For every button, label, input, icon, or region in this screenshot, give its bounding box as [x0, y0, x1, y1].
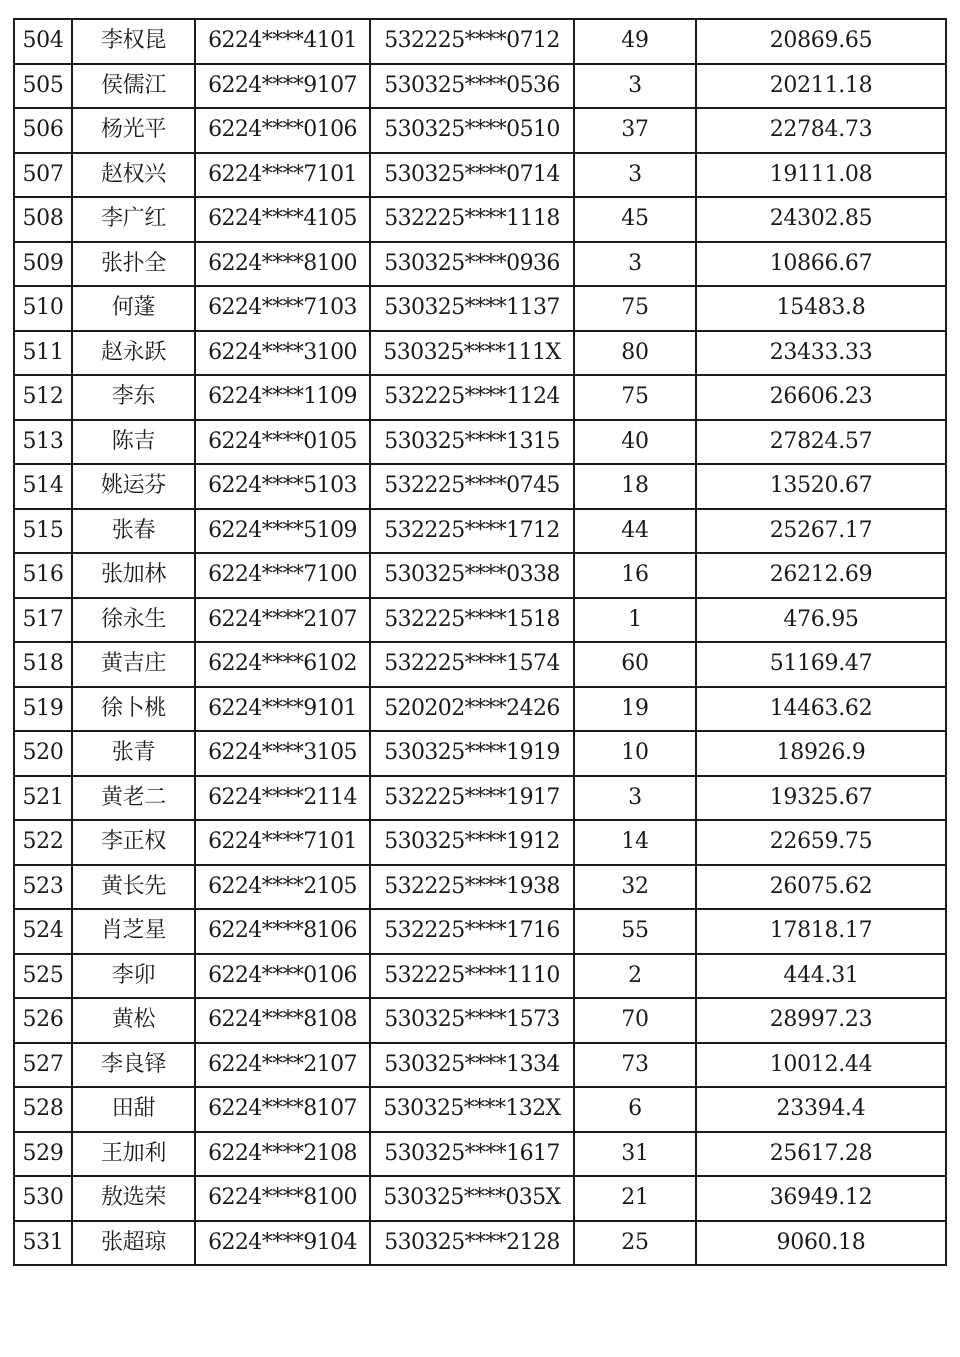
bank-card-cell: 6224****4101: [195, 19, 370, 64]
count-cell: 44: [574, 509, 696, 554]
row-number-cell: 521: [14, 776, 72, 821]
id-number-cell: 532225****1518: [370, 598, 574, 643]
table-row: [14, 731, 946, 776]
count-cell: 70: [574, 998, 696, 1043]
bank-card-cell: 6224****7103: [195, 286, 370, 331]
row-number-cell: 514: [14, 464, 72, 509]
bank-card-cell: 6224****9101: [195, 687, 370, 732]
table-row: [14, 64, 946, 109]
count-cell: 75: [574, 375, 696, 420]
row-number-cell: 525: [14, 954, 72, 999]
table-row: [14, 1221, 946, 1266]
bank-card-cell: 6224****2114: [195, 776, 370, 821]
amount-cell: 10866.67: [696, 242, 946, 287]
bank-card-cell: 6224****2108: [195, 1132, 370, 1177]
amount-cell: 36949.12: [696, 1176, 946, 1221]
id-number-cell: 530325****1573: [370, 998, 574, 1043]
count-cell: 3: [574, 153, 696, 198]
row-number-cell: 520: [14, 731, 72, 776]
id-number-cell: 532225****1938: [370, 865, 574, 910]
row-number-cell: 522: [14, 820, 72, 865]
name-cell: 张青: [72, 731, 195, 776]
name-cell: 徐卜桃: [72, 687, 195, 732]
count-cell: 31: [574, 1132, 696, 1177]
name-cell: 李良铎: [72, 1043, 195, 1088]
table-row: [14, 776, 946, 821]
name-cell: 张春: [72, 509, 195, 554]
bank-card-cell: 6224****7101: [195, 153, 370, 198]
count-cell: 73: [574, 1043, 696, 1088]
amount-cell: 26075.62: [696, 865, 946, 910]
row-number-cell: 505: [14, 64, 72, 109]
row-number-cell: 504: [14, 19, 72, 64]
table-row: [14, 509, 946, 554]
amount-cell: 23394.4: [696, 1087, 946, 1132]
row-number-cell: 507: [14, 153, 72, 198]
row-number-cell: 529: [14, 1132, 72, 1177]
name-cell: 王加利: [72, 1132, 195, 1177]
table-row: [14, 375, 946, 420]
amount-cell: 22784.73: [696, 108, 946, 153]
id-number-cell: 532225****1917: [370, 776, 574, 821]
bank-card-cell: 6224****0105: [195, 420, 370, 465]
row-number-cell: 506: [14, 108, 72, 153]
bank-card-cell: 6224****9107: [195, 64, 370, 109]
bank-card-cell: 6224****1109: [195, 375, 370, 420]
bank-card-cell: 6224****7101: [195, 820, 370, 865]
row-number-cell: 523: [14, 865, 72, 910]
name-cell: 黄吉庄: [72, 642, 195, 687]
name-cell: 敖选荣: [72, 1176, 195, 1221]
id-number-cell: 530325****1137: [370, 286, 574, 331]
amount-cell: 28997.23: [696, 998, 946, 1043]
id-number-cell: 530325****0714: [370, 153, 574, 198]
name-cell: 李正权: [72, 820, 195, 865]
id-number-cell: 530325****1334: [370, 1043, 574, 1088]
id-number-cell: 530325****1919: [370, 731, 574, 776]
id-number-cell: 532225****1118: [370, 197, 574, 242]
id-number-cell: 532225****1716: [370, 909, 574, 954]
id-number-cell: 532225****0712: [370, 19, 574, 64]
row-number-cell: 526: [14, 998, 72, 1043]
row-number-cell: 519: [14, 687, 72, 732]
amount-cell: 9060.18: [696, 1221, 946, 1266]
name-cell: 李卯: [72, 954, 195, 999]
count-cell: 25: [574, 1221, 696, 1266]
id-number-cell: 532225****1124: [370, 375, 574, 420]
name-cell: 黄长先: [72, 865, 195, 910]
table-row: [14, 1043, 946, 1088]
row-number-cell: 518: [14, 642, 72, 687]
row-number-cell: 515: [14, 509, 72, 554]
amount-cell: 18926.9: [696, 731, 946, 776]
name-cell: 杨光平: [72, 108, 195, 153]
amount-cell: 13520.67: [696, 464, 946, 509]
id-number-cell: 532225****1110: [370, 954, 574, 999]
row-number-cell: 517: [14, 598, 72, 643]
name-cell: 陈吉: [72, 420, 195, 465]
amount-cell: 476.95: [696, 598, 946, 643]
count-cell: 37: [574, 108, 696, 153]
table-row: [14, 865, 946, 910]
bank-card-cell: 6224****2107: [195, 598, 370, 643]
bank-card-cell: 6224****7100: [195, 553, 370, 598]
id-number-cell: 530325****2128: [370, 1221, 574, 1266]
bank-card-cell: 6224****3105: [195, 731, 370, 776]
row-number-cell: 524: [14, 909, 72, 954]
name-cell: 张超琼: [72, 1221, 195, 1266]
count-cell: 32: [574, 865, 696, 910]
bank-card-cell: 6224****8106: [195, 909, 370, 954]
amount-cell: 10012.44: [696, 1043, 946, 1088]
amount-cell: 51169.47: [696, 642, 946, 687]
count-cell: 19: [574, 687, 696, 732]
table-row: [14, 820, 946, 865]
name-cell: 黄老二: [72, 776, 195, 821]
table-row: [14, 642, 946, 687]
row-number-cell: 508: [14, 197, 72, 242]
count-cell: 80: [574, 331, 696, 376]
data-table: [13, 18, 947, 1266]
count-cell: 49: [574, 19, 696, 64]
id-number-cell: 520202****2426: [370, 687, 574, 732]
id-number-cell: 530325****0338: [370, 553, 574, 598]
table-row: [14, 108, 946, 153]
name-cell: 黄松: [72, 998, 195, 1043]
amount-cell: 20211.18: [696, 64, 946, 109]
bank-card-cell: 6224****8100: [195, 242, 370, 287]
count-cell: 1: [574, 598, 696, 643]
row-number-cell: 513: [14, 420, 72, 465]
bank-card-cell: 6224****9104: [195, 1221, 370, 1266]
name-cell: 张加林: [72, 553, 195, 598]
name-cell: 赵权兴: [72, 153, 195, 198]
bank-card-cell: 6224****3100: [195, 331, 370, 376]
table-body: [14, 19, 946, 1265]
table-row: [14, 598, 946, 643]
table-row: [14, 420, 946, 465]
count-cell: 45: [574, 197, 696, 242]
bank-card-cell: 6224****2107: [195, 1043, 370, 1088]
name-cell: 张扑全: [72, 242, 195, 287]
table-row: [14, 197, 946, 242]
name-cell: 赵永跃: [72, 331, 195, 376]
id-number-cell: 530325****0936: [370, 242, 574, 287]
table-row: [14, 153, 946, 198]
id-number-cell: 530325****0536: [370, 64, 574, 109]
name-cell: 李权昆: [72, 19, 195, 64]
row-number-cell: 516: [14, 553, 72, 598]
row-number-cell: 511: [14, 331, 72, 376]
amount-cell: 19325.67: [696, 776, 946, 821]
count-cell: 16: [574, 553, 696, 598]
table-row: [14, 687, 946, 732]
row-number-cell: 509: [14, 242, 72, 287]
amount-cell: 26212.69: [696, 553, 946, 598]
bank-card-cell: 6224****5109: [195, 509, 370, 554]
count-cell: 21: [574, 1176, 696, 1221]
amount-cell: 19111.08: [696, 153, 946, 198]
table-row: [14, 286, 946, 331]
count-cell: 14: [574, 820, 696, 865]
row-number-cell: 528: [14, 1087, 72, 1132]
table-row: [14, 553, 946, 598]
count-cell: 75: [574, 286, 696, 331]
bank-card-cell: 6224****8100: [195, 1176, 370, 1221]
table-row: [14, 1087, 946, 1132]
amount-cell: 17818.17: [696, 909, 946, 954]
row-number-cell: 531: [14, 1221, 72, 1266]
name-cell: 李东: [72, 375, 195, 420]
id-number-cell: 530325****1315: [370, 420, 574, 465]
count-cell: 40: [574, 420, 696, 465]
amount-cell: 15483.8: [696, 286, 946, 331]
amount-cell: 20869.65: [696, 19, 946, 64]
id-number-cell: 530325****132X: [370, 1087, 574, 1132]
count-cell: 60: [574, 642, 696, 687]
name-cell: 何蓬: [72, 286, 195, 331]
table-row: [14, 331, 946, 376]
amount-cell: 22659.75: [696, 820, 946, 865]
bank-card-cell: 6224****0106: [195, 108, 370, 153]
table-row: [14, 909, 946, 954]
table-row: [14, 464, 946, 509]
count-cell: 6: [574, 1087, 696, 1132]
row-number-cell: 510: [14, 286, 72, 331]
amount-cell: 25617.28: [696, 1132, 946, 1177]
name-cell: 田甜: [72, 1087, 195, 1132]
id-number-cell: 530325****1912: [370, 820, 574, 865]
id-number-cell: 532225****1712: [370, 509, 574, 554]
id-number-cell: 530325****111X: [370, 331, 574, 376]
name-cell: 肖芝星: [72, 909, 195, 954]
bank-card-cell: 6224****2105: [195, 865, 370, 910]
id-number-cell: 532225****0745: [370, 464, 574, 509]
id-number-cell: 530325****1617: [370, 1132, 574, 1177]
bank-card-cell: 6224****6102: [195, 642, 370, 687]
table-row: [14, 1176, 946, 1221]
table-row: [14, 954, 946, 999]
amount-cell: 25267.17: [696, 509, 946, 554]
table-row: [14, 19, 946, 64]
row-number-cell: 527: [14, 1043, 72, 1088]
amount-cell: 23433.33: [696, 331, 946, 376]
count-cell: 2: [574, 954, 696, 999]
count-cell: 3: [574, 242, 696, 287]
id-number-cell: 530325****035X: [370, 1176, 574, 1221]
table-row: [14, 998, 946, 1043]
amount-cell: 14463.62: [696, 687, 946, 732]
amount-cell: 444.31: [696, 954, 946, 999]
count-cell: 55: [574, 909, 696, 954]
row-number-cell: 512: [14, 375, 72, 420]
name-cell: 侯儒江: [72, 64, 195, 109]
count-cell: 10: [574, 731, 696, 776]
amount-cell: 27824.57: [696, 420, 946, 465]
bank-card-cell: 6224****8107: [195, 1087, 370, 1132]
bank-card-cell: 6224****5103: [195, 464, 370, 509]
bank-card-cell: 6224****8108: [195, 998, 370, 1043]
name-cell: 姚运芬: [72, 464, 195, 509]
amount-cell: 24302.85: [696, 197, 946, 242]
count-cell: 3: [574, 776, 696, 821]
name-cell: 徐永生: [72, 598, 195, 643]
name-cell: 李广红: [72, 197, 195, 242]
count-cell: 18: [574, 464, 696, 509]
count-cell: 3: [574, 64, 696, 109]
bank-card-cell: 6224****4105: [195, 197, 370, 242]
table-row: [14, 1132, 946, 1177]
row-number-cell: 530: [14, 1176, 72, 1221]
id-number-cell: 532225****1574: [370, 642, 574, 687]
amount-cell: 26606.23: [696, 375, 946, 420]
table-row: [14, 242, 946, 287]
id-number-cell: 530325****0510: [370, 108, 574, 153]
bank-card-cell: 6224****0106: [195, 954, 370, 999]
